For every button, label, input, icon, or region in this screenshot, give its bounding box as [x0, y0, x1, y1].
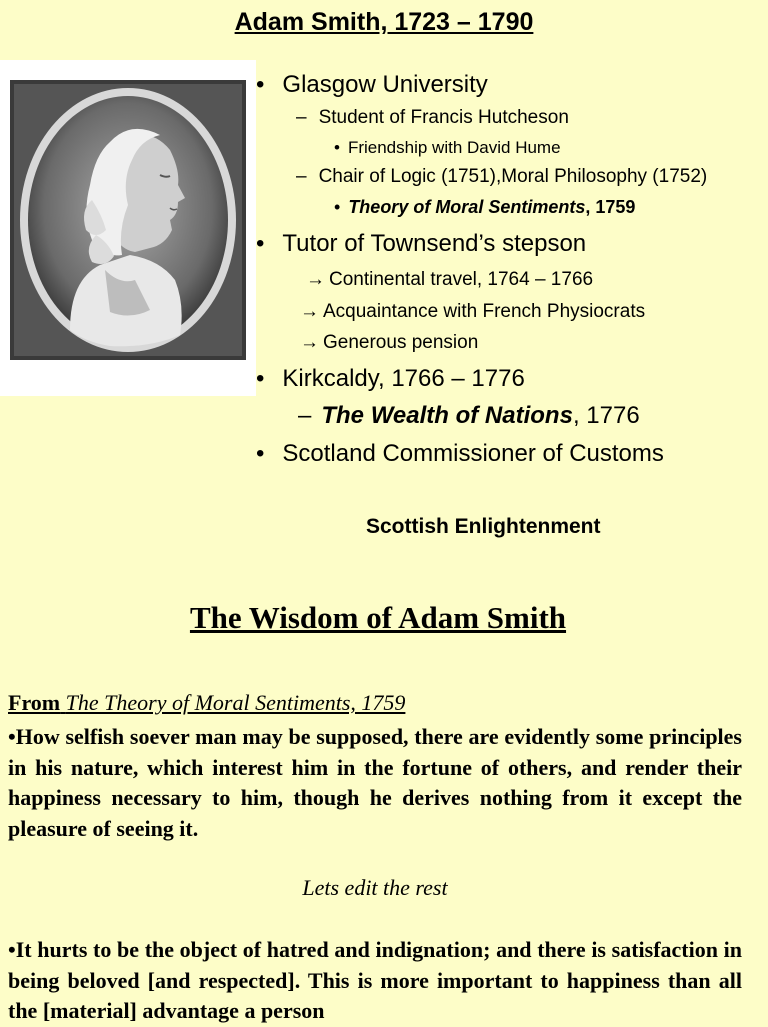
bullet-glasgow: • Glasgow University — [256, 71, 488, 98]
dash-marker: – — [298, 402, 312, 429]
source-title: The Theory of Moral Sentiments, 1759 — [65, 690, 406, 715]
bullet-friendship: • Friendship with David Hume — [334, 138, 561, 157]
arrow-right-icon: → — [300, 332, 319, 353]
arrow-right-icon: → — [300, 301, 319, 322]
bullet-marker: • — [334, 138, 340, 157]
bullet-wealth: – The Wealth of Nations, 1776 — [298, 402, 640, 429]
slide-title: Adam Smith, 1723 – 1790 — [234, 8, 534, 36]
adam-smith-portrait-icon — [10, 80, 246, 360]
bullet-continental: → Continental travel, 1764 – 1766 — [306, 269, 594, 290]
bullet-marker: • — [256, 230, 265, 257]
quote-paragraph-1: •How selfish soever man may be supposed, there are evidently some principles in his nature, which interest him in the fortune of others, and render their happiness necessary to him, though he derives nothing from it except the pleasure of seeing it. — [8, 724, 742, 841]
bullet-marker: • — [256, 440, 265, 467]
bullet-acquaintance: → Acquaintance with French Physiocrats — [300, 301, 646, 322]
wisdom-heading: The Wisdom of Adam Smith — [189, 600, 567, 635]
source-line: From The Theory of Moral Sentiments, 1759 — [8, 690, 406, 715]
dash-marker: – — [296, 107, 307, 128]
bullet-marker: • — [256, 365, 265, 392]
bullet-kirkcaldy: • Kirkcaldy, 1766 – 1776 — [256, 365, 525, 392]
bullet-commissioner: • Scotland Commissioner of Customs — [256, 440, 664, 467]
bullet-pension: → Generous pension — [300, 332, 479, 353]
bullet-marker: • — [256, 71, 265, 98]
dash-marker: – — [296, 166, 307, 187]
arrow-right-icon: → — [306, 269, 325, 290]
bullet-chair: – Chair of Logic (1751),Moral Philosophy (1752) — [296, 166, 708, 187]
scottish-enlightenment-label: Scottish Enlightenment — [366, 515, 601, 538]
edit-note: Lets edit the rest — [302, 875, 448, 900]
bullet-student: – Student of Francis Hutcheson — [296, 107, 569, 128]
quote-paragraph-2: •It hurts to be the object of hatred and indignation; and there is satisfaction in being beloved [and respected]. This is more important to happiness than all the [material] advantage a person — [8, 937, 742, 1023]
bullet-marker: • — [334, 197, 341, 217]
bullet-tutor: • Tutor of Townsend’s stepson — [256, 230, 587, 257]
bullet-tms: • Theory of Moral Sentiments, 1759 — [334, 197, 636, 217]
